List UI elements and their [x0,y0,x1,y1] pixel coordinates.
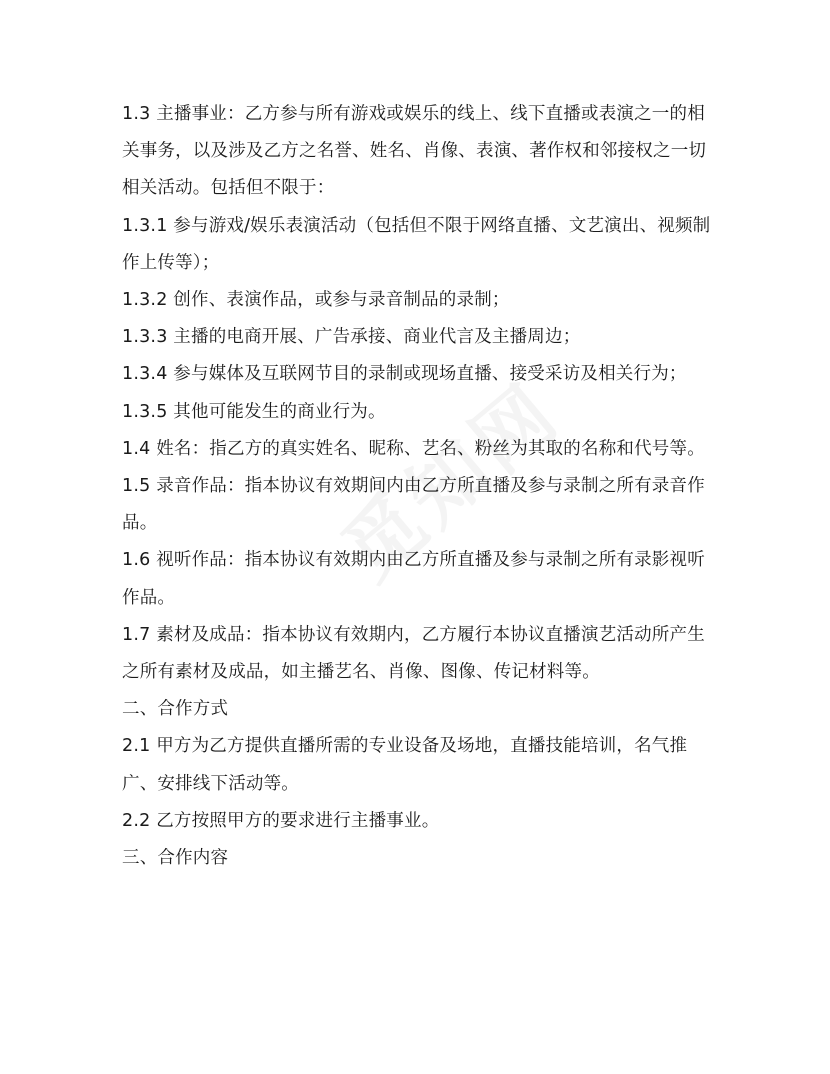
paragraph-1-3-1: 1.3.1 参与游戏/娱乐表演活动（包括但不限于网络直播、文艺演出、视频制作上传等）； [122,215,711,273]
paragraph-1-4: 1.4 姓名：指乙方的真实姓名、昵称、艺名、粉丝为其取的名称和代号等。 [122,438,705,459]
paragraph-1-3-4: 1.3.4 参与媒体及互联网节目的录制或现场直播、接受采访及相关行为； [122,364,687,385]
document-body [122,96,722,877]
section-heading-2: 二、合作方式 [122,699,229,720]
paragraph-2-1: 2.1 甲方为乙方提供直播所需的专业设备及场地，直播技能培训，名气推广、安排线下活动等。 [122,736,688,794]
paragraph-2-2: 2.2 乙方按照甲方的要求进行主播事业。 [122,810,440,831]
paragraph-1-6: 1.6 视听作品：指本协议有效期内由乙方所直播及参与录制之所有录影视听作品。 [122,550,705,608]
paragraph-1-7: 1.7 素材及成品：指本协议有效期内，乙方履行本协议直播演艺活动所产生之所有素材及成品，如主播艺名、肖像、图像、传记材料等。 [122,624,705,683]
section-heading-3: 三、合作内容 [122,848,229,869]
paragraph-1-5: 1.5 录音作品：指本协议有效期间内由乙方所直播及参与录制之所有录音作品。 [122,476,705,534]
paragraph-1-3-5: 1.3.5 其他可能发生的商业行为。 [122,401,386,422]
paragraph-1-3-2: 1.3.2 创作、表演作品，或参与录音制品的录制； [122,290,510,311]
paragraph-1-3-3: 1.3.3 主播的电商开展、广告承接、商业代言及主播周边； [122,327,581,348]
paragraph-1-3: 1.3 主播事业：乙方参与所有游戏或娱乐的线上、线下直播或表演之一的相关事务，以及涉及乙方之名誉、姓名、肖像、表演、著作权和邻接权之一切相关活动。包括但不限于： [122,104,707,199]
